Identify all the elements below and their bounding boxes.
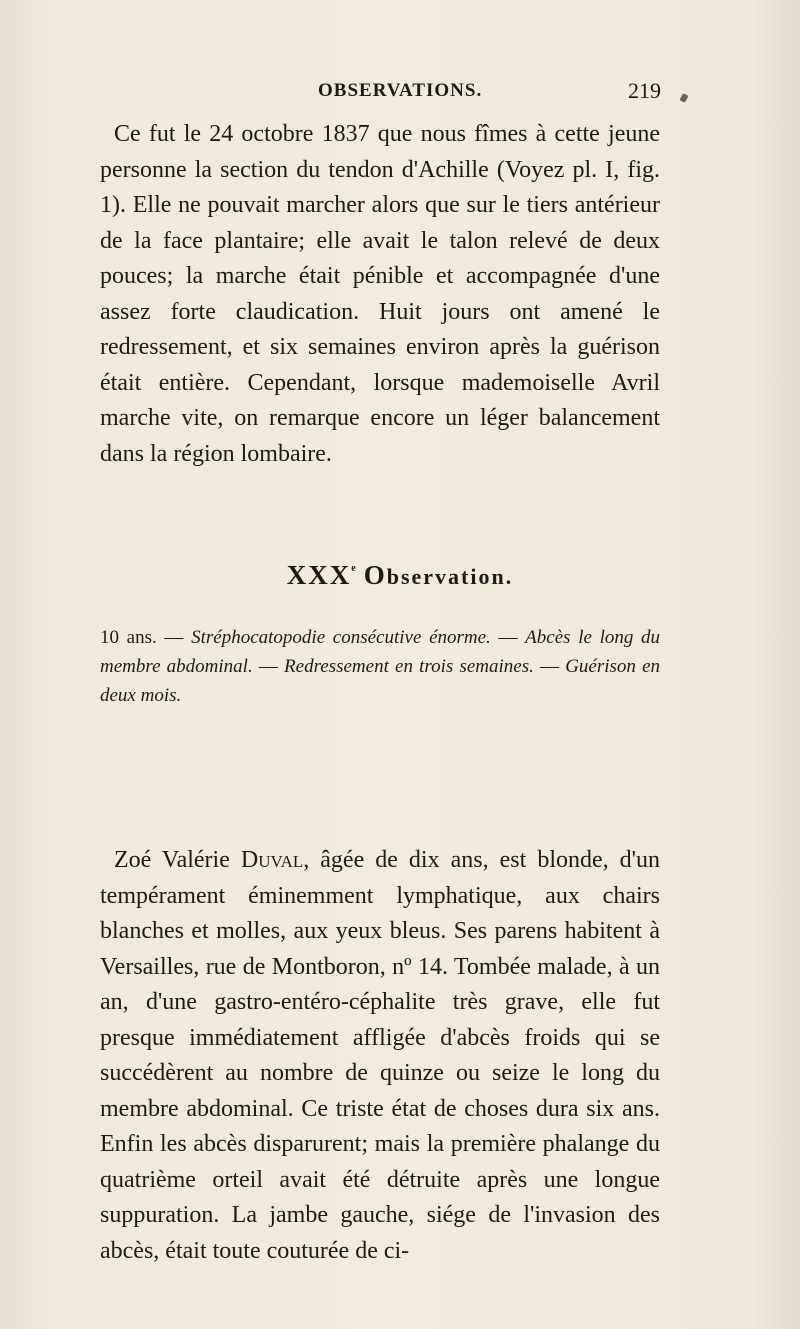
running-head xyxy=(0,80,800,110)
summary-cure: Guérison en deux mois. xyxy=(100,656,661,706)
running-title: OBSERVATIONS. xyxy=(318,80,483,101)
paragraph-2-rest: , âgée de dix ans, est blonde, d'un tempérament éminemment lymphatique, aux chairs blanches et molles, aux yeux bleus. Ses parens habitent à Versailles, rue de Montboron, nº 14. Tombée malade, à un an, d'une gastro-entéro-céphalite très grave, elle fut presque immédiatement affligée d'abcès froids qui se succédèrent au nombre de quinze ou seize le long du membre abdominal. Ce triste état de choses dura six ans. Enfin les abcès disparurent; mais la première phalange du quatrième orteil avait été détruite après une longue suppuration. La jambe gauche, siége de l'invasion des abcès, était toute couturée de ci- xyxy=(100,847,660,1264)
observation-number: XXX xyxy=(286,560,352,590)
page-number: 219 xyxy=(628,78,661,103)
observation-heading xyxy=(0,560,800,591)
summary-dash-4: — xyxy=(533,656,566,677)
paragraph-2 xyxy=(100,843,660,1269)
paragraph-1: Ce fut le 24 octobre 1837 que nous fîmes à cette jeune personne la section du tendon d'Achille (Voyez pl. I, fig. 1). Elle ne pouvait marcher alors que sur le tiers antérieur de la face plantaire; elle avait le talon relevé de deux pouces; la marche était pénible et accompagnée d'une assez forte claudication. Huit jours ont amené le redressement, et six semaines environ après la guérison était entière. Cependant, lorsque mademoiselle Avril marche vite, on remarque encore un léger balancement dans la région lombaire. xyxy=(100,121,660,467)
summary-dash-2: — xyxy=(490,627,526,648)
summary-dash-3: — xyxy=(252,656,285,677)
summary-abscess: Abcès le long du membre abdominal. xyxy=(100,627,661,677)
summary-diagnosis: Stréphocatopodie consécutive énorme. xyxy=(191,627,491,648)
observation-title-rest: bservation. xyxy=(386,564,514,589)
paragraph-2-start: Zoé Valérie xyxy=(114,847,241,873)
observation-number-superscript: e xyxy=(351,563,358,574)
observation-summary xyxy=(100,623,660,710)
patient-surname: Duval xyxy=(240,847,304,873)
summary-age: 10 ans. xyxy=(100,627,157,648)
summary-correction: Redressement en trois semaines. xyxy=(284,656,534,677)
summary-dash-1: — xyxy=(156,627,192,648)
observation-initial: O xyxy=(363,560,387,590)
